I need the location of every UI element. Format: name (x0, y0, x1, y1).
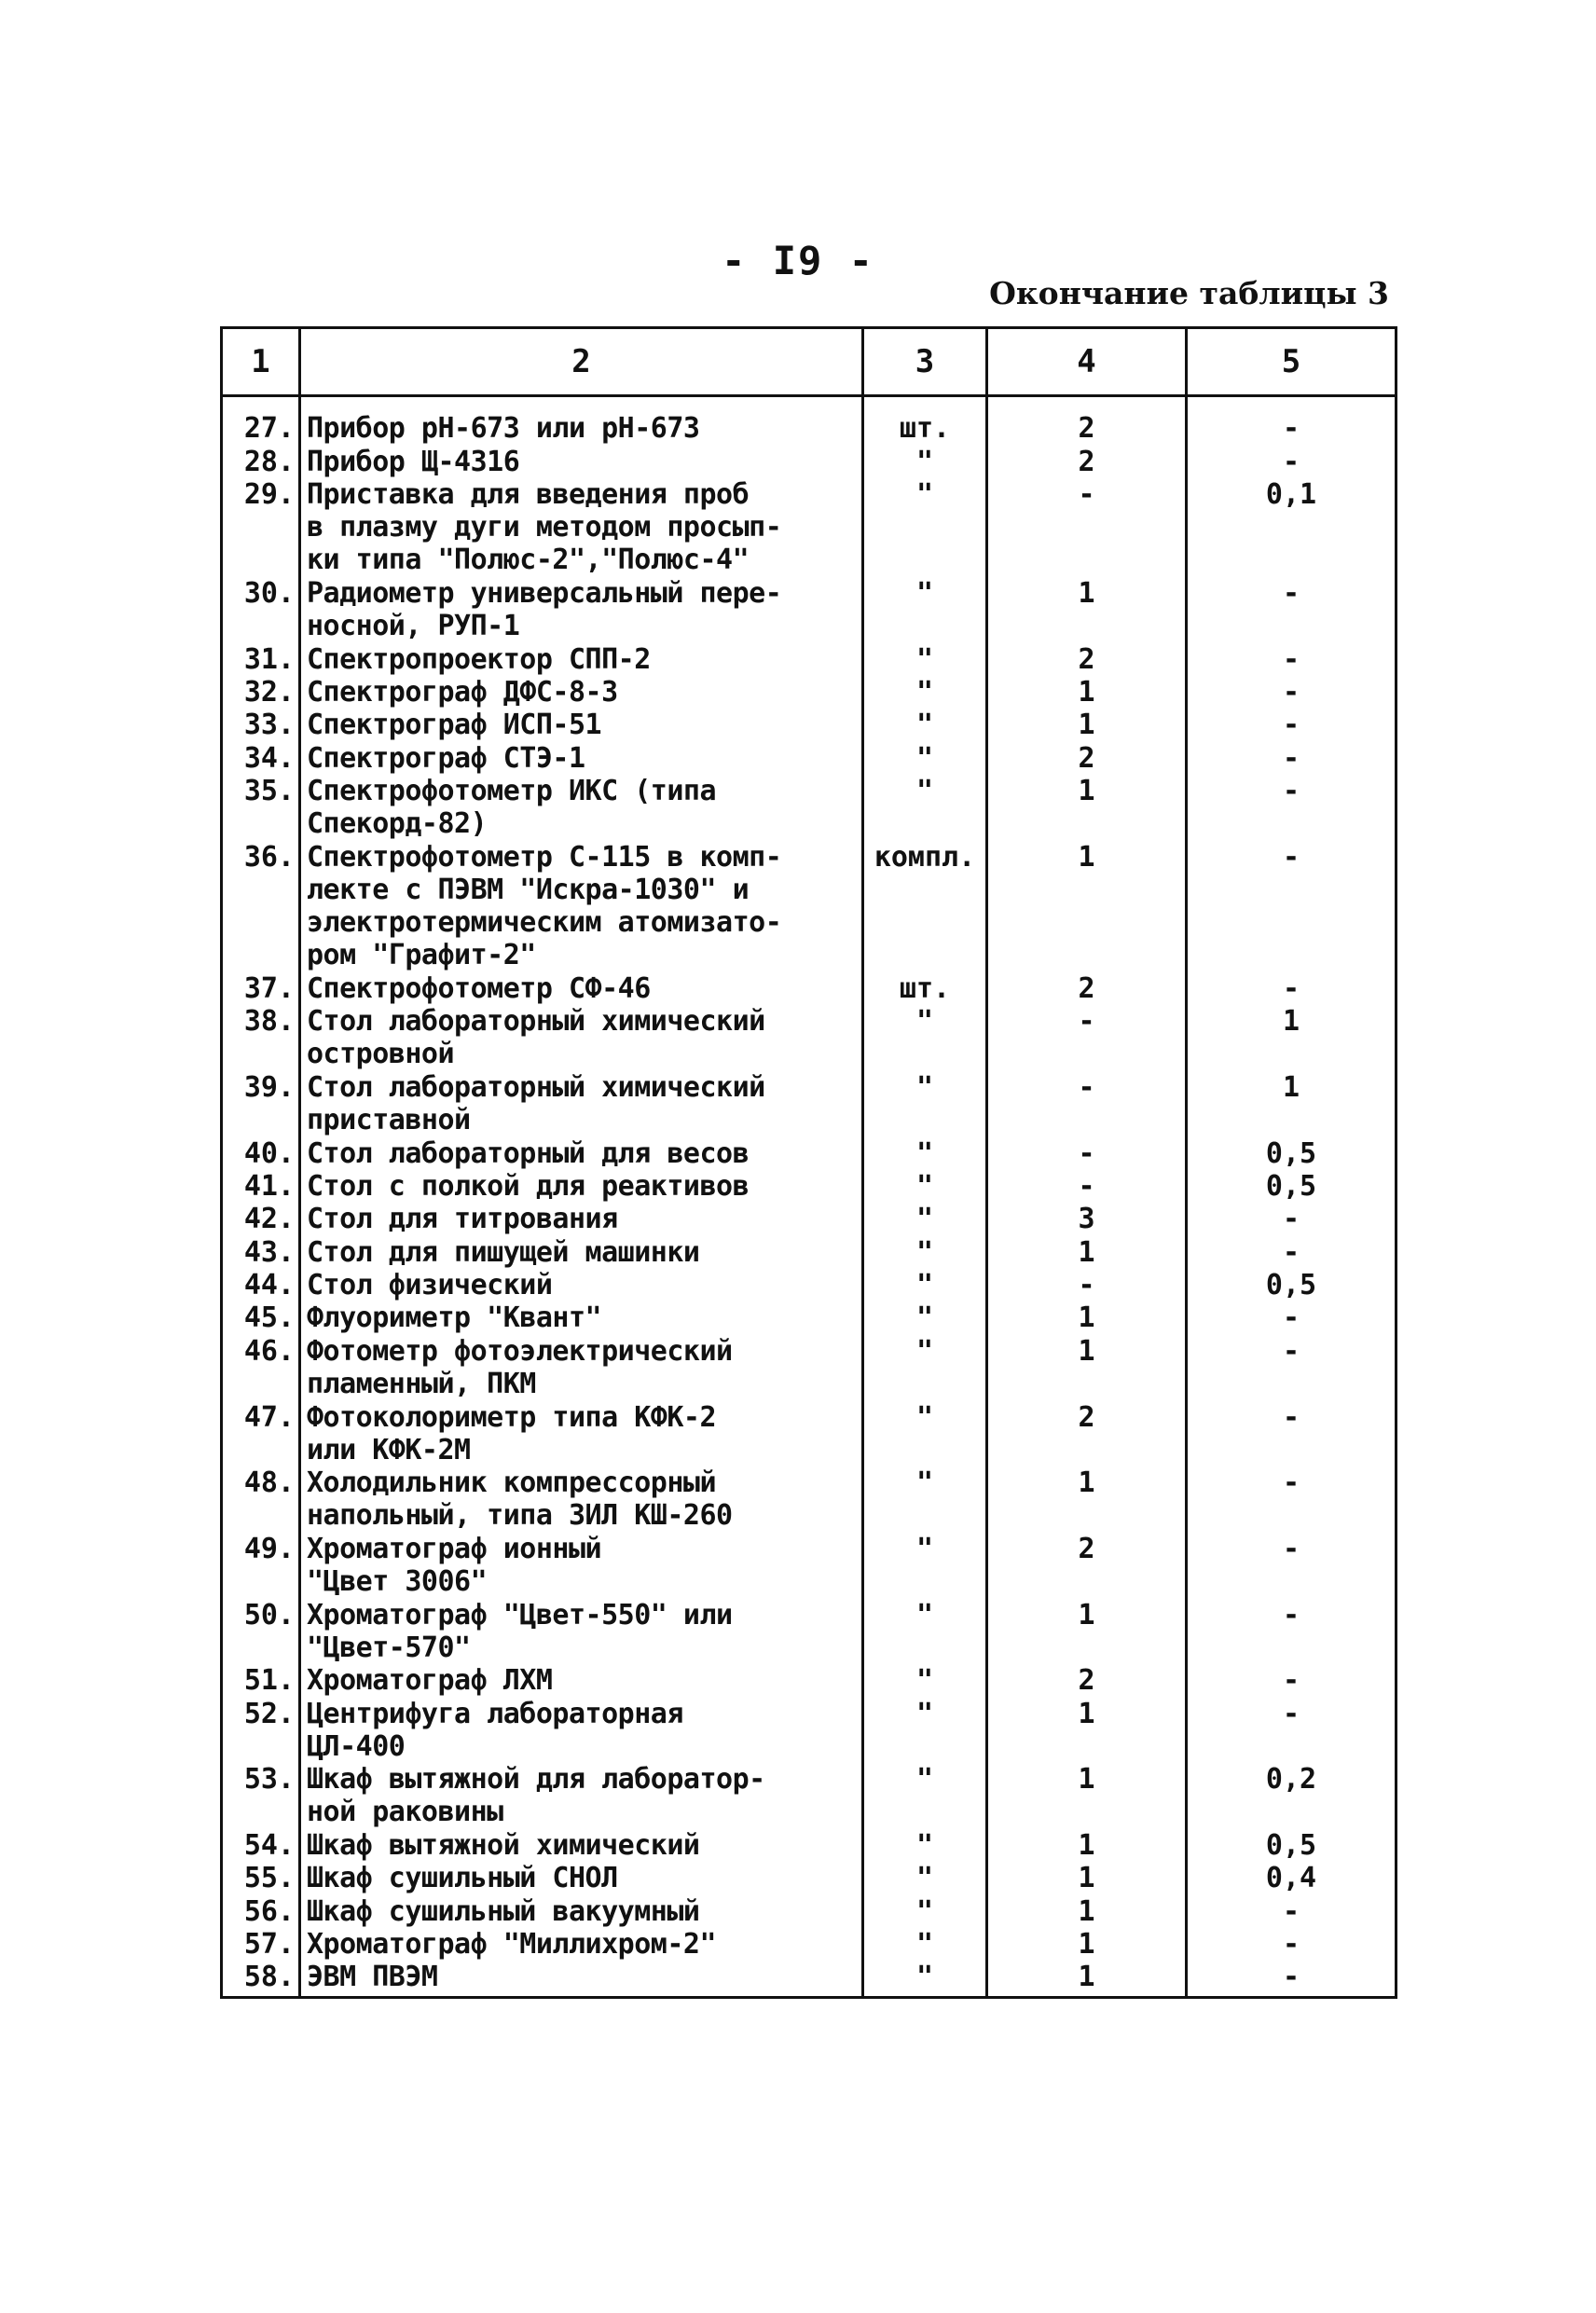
cell-unit: " (863, 1401, 987, 1467)
table-header-row (222, 328, 1396, 396)
cell-unit: " (863, 1335, 987, 1401)
cell-item-name: Спектрофотометр ИКС (типа Спекорд-82) (300, 775, 863, 841)
cell-row-number: 47. (222, 1401, 300, 1467)
cell-unit: " (863, 1236, 987, 1269)
cell-row-number: 44. (222, 1269, 300, 1301)
column-header-name: 2 (300, 328, 863, 396)
cell-row-number: 28. (222, 446, 300, 478)
cell-unit: " (863, 709, 987, 741)
cell-quantity: 2 (987, 1533, 1187, 1599)
table-row (222, 972, 1396, 1005)
cell-row-number: 39. (222, 1071, 300, 1137)
cell-row-number: 34. (222, 742, 300, 775)
cell-row-number: 27. (222, 396, 300, 446)
cell-item-name: Стол для пишущей машинки (300, 1236, 863, 1269)
table-row (222, 1203, 1396, 1235)
table-row (222, 1599, 1396, 1665)
cell-area-value: - (1187, 1928, 1396, 1961)
table-row (222, 478, 1396, 577)
cell-area-value: - (1187, 841, 1396, 972)
cell-row-number: 51. (222, 1664, 300, 1697)
page-number: - I9 - (722, 238, 874, 283)
cell-unit: " (863, 1005, 987, 1071)
cell-item-name: Шкаф вытяжной для лаборатор- ной раковины (300, 1763, 863, 1829)
cell-quantity: - (987, 1170, 1187, 1203)
cell-unit: шт. (863, 972, 987, 1005)
cell-row-number: 38. (222, 1005, 300, 1071)
equipment-table (220, 326, 1397, 1999)
cell-unit: " (863, 577, 987, 643)
cell-area-value: - (1187, 1466, 1396, 1533)
cell-area-value: 0,5 (1187, 1829, 1396, 1862)
cell-row-number: 57. (222, 1928, 300, 1961)
cell-row-number: 52. (222, 1698, 300, 1764)
table-row (222, 1928, 1396, 1961)
cell-area-value: - (1187, 1203, 1396, 1235)
cell-quantity: 1 (987, 841, 1187, 972)
cell-row-number: 37. (222, 972, 300, 1005)
cell-item-name: Хроматограф "Цвет-550" или "Цвет-570" (300, 1599, 863, 1665)
cell-quantity: 1 (987, 1335, 1187, 1401)
cell-item-name: Спектрофотометр С-115 в комп- лекте с ПЭВМ "Искра-1030" и электротермическим атомизато- ром "Графит-2" (300, 841, 863, 972)
cell-item-name: Спектрограф ДФС-8-3 (300, 676, 863, 709)
cell-unit: " (863, 1599, 987, 1665)
table-row (222, 841, 1396, 972)
cell-quantity: 2 (987, 446, 1187, 478)
cell-item-name: Флуориметр "Квант" (300, 1301, 863, 1334)
table-row (222, 1269, 1396, 1301)
cell-row-number: 35. (222, 775, 300, 841)
column-header-quantity: 4 (987, 328, 1187, 396)
cell-row-number: 41. (222, 1170, 300, 1203)
cell-row-number: 53. (222, 1763, 300, 1829)
cell-unit: " (863, 1829, 987, 1862)
cell-item-name: Спектрограф ИСП-51 (300, 709, 863, 741)
cell-quantity: 1 (987, 709, 1187, 741)
cell-row-number: 40. (222, 1137, 300, 1170)
cell-unit: " (863, 775, 987, 841)
cell-unit: " (863, 643, 987, 676)
cell-row-number: 32. (222, 676, 300, 709)
table-row (222, 1664, 1396, 1697)
table-row (222, 1862, 1396, 1894)
table-body (222, 396, 1396, 1998)
cell-unit: " (863, 478, 987, 577)
column-header-unit: 3 (863, 328, 987, 396)
cell-unit: " (863, 1961, 987, 1997)
cell-item-name: Радиометр универсальный пере- носной, РУП-1 (300, 577, 863, 643)
cell-area-value: - (1187, 1599, 1396, 1665)
cell-item-name: Спектрофотометр СФ-46 (300, 972, 863, 1005)
table-row (222, 1533, 1396, 1599)
cell-quantity: 1 (987, 577, 1187, 643)
cell-item-name: Хроматограф ЛХМ (300, 1664, 863, 1697)
cell-unit: " (863, 1071, 987, 1137)
cell-quantity: 1 (987, 1895, 1187, 1928)
cell-quantity: - (987, 1071, 1187, 1137)
cell-row-number: 49. (222, 1533, 300, 1599)
table-row (222, 1301, 1396, 1334)
table-row (222, 1466, 1396, 1533)
cell-area-value: - (1187, 676, 1396, 709)
cell-item-name: Стол для титрования (300, 1203, 863, 1235)
cell-item-name: Стол лабораторный для весов (300, 1137, 863, 1170)
table-row (222, 1071, 1396, 1137)
cell-unit: " (863, 1862, 987, 1894)
table-row (222, 1335, 1396, 1401)
cell-item-name: Шкаф вытяжной химический (300, 1829, 863, 1862)
cell-quantity: 3 (987, 1203, 1187, 1235)
table-row (222, 446, 1396, 478)
cell-row-number: 36. (222, 841, 300, 972)
table-row (222, 1236, 1396, 1269)
table-row (222, 1763, 1396, 1829)
cell-area-value: 1 (1187, 1005, 1396, 1071)
cell-item-name: Приставка для введения проб в плазму дуги методом просып- ки типа "Полюс-2","Полюс-4" (300, 478, 863, 577)
cell-row-number: 58. (222, 1961, 300, 1997)
cell-quantity: 1 (987, 775, 1187, 841)
cell-unit: " (863, 1170, 987, 1203)
cell-item-name: Спектрограф СТЭ-1 (300, 742, 863, 775)
cell-unit: " (863, 1533, 987, 1599)
cell-quantity: 1 (987, 1829, 1187, 1862)
column-header-number: 1 (222, 328, 300, 396)
cell-area-value: - (1187, 1401, 1396, 1467)
cell-area-value: 0,5 (1187, 1170, 1396, 1203)
cell-unit: " (863, 742, 987, 775)
cell-quantity: 2 (987, 972, 1187, 1005)
cell-quantity: 1 (987, 1763, 1187, 1829)
column-header-area: 5 (1187, 328, 1396, 396)
cell-area-value: - (1187, 1301, 1396, 1334)
table-row (222, 577, 1396, 643)
cell-row-number: 30. (222, 577, 300, 643)
table-row (222, 775, 1396, 841)
cell-unit: " (863, 1269, 987, 1301)
cell-quantity: 1 (987, 676, 1187, 709)
cell-quantity: 2 (987, 643, 1187, 676)
cell-area-value: - (1187, 1335, 1396, 1401)
table-row (222, 742, 1396, 775)
cell-quantity: 1 (987, 1301, 1187, 1334)
cell-unit: " (863, 1928, 987, 1961)
cell-area-value: 0,4 (1187, 1862, 1396, 1894)
cell-area-value: - (1187, 396, 1396, 446)
cell-area-value: - (1187, 1698, 1396, 1764)
table-row (222, 1829, 1396, 1862)
table-row (222, 396, 1396, 446)
cell-area-value: - (1187, 446, 1396, 478)
cell-row-number: 43. (222, 1236, 300, 1269)
cell-row-number: 45. (222, 1301, 300, 1334)
cell-area-value: - (1187, 1236, 1396, 1269)
cell-quantity: - (987, 1269, 1187, 1301)
cell-unit: " (863, 1466, 987, 1533)
table-row (222, 1005, 1396, 1071)
cell-row-number: 54. (222, 1829, 300, 1862)
cell-row-number: 50. (222, 1599, 300, 1665)
cell-row-number: 48. (222, 1466, 300, 1533)
cell-quantity: 1 (987, 1698, 1187, 1764)
cell-area-value: - (1187, 643, 1396, 676)
table-row (222, 1698, 1396, 1764)
cell-unit: " (863, 1137, 987, 1170)
cell-unit: " (863, 676, 987, 709)
table-row (222, 1401, 1396, 1467)
cell-item-name: Прибор рН-673 или рН-673 (300, 396, 863, 446)
cell-quantity: 1 (987, 1961, 1187, 1997)
cell-item-name: Холодильник компрессорный напольный, типа ЗИЛ КШ-260 (300, 1466, 863, 1533)
cell-row-number: 56. (222, 1895, 300, 1928)
cell-unit: " (863, 1301, 987, 1334)
cell-unit: шт. (863, 396, 987, 446)
cell-unit: " (863, 1203, 987, 1235)
cell-area-value: - (1187, 972, 1396, 1005)
cell-unit: " (863, 446, 987, 478)
cell-unit: " (863, 1664, 987, 1697)
cell-area-value: - (1187, 775, 1396, 841)
table-row (222, 676, 1396, 709)
cell-area-value: - (1187, 577, 1396, 643)
cell-quantity: 2 (987, 1664, 1187, 1697)
cell-unit: " (863, 1895, 987, 1928)
cell-row-number: 42. (222, 1203, 300, 1235)
table-row (222, 1895, 1396, 1928)
cell-row-number: 33. (222, 709, 300, 741)
cell-quantity: 2 (987, 742, 1187, 775)
cell-item-name: Фотоколориметр типа КФК-2 или КФК-2М (300, 1401, 863, 1467)
table-row (222, 1170, 1396, 1203)
cell-area-value: 0,5 (1187, 1269, 1396, 1301)
cell-area-value: - (1187, 1533, 1396, 1599)
cell-item-name: Стол с полкой для реактивов (300, 1170, 863, 1203)
cell-quantity: 1 (987, 1236, 1187, 1269)
cell-row-number: 29. (222, 478, 300, 577)
cell-item-name: Хроматограф "Миллихром-2" (300, 1928, 863, 1961)
table-row (222, 709, 1396, 741)
cell-quantity: - (987, 478, 1187, 577)
cell-item-name: Фотометр фотоэлектрический пламенный, ПКМ (300, 1335, 863, 1401)
cell-area-value: - (1187, 1961, 1396, 1997)
cell-quantity: 1 (987, 1928, 1187, 1961)
cell-item-name: Стол физический (300, 1269, 863, 1301)
cell-unit: компл. (863, 841, 987, 972)
cell-item-name: Стол лабораторный химический приставной (300, 1071, 863, 1137)
cell-item-name: Центрифуга лабораторная ЦЛ-400 (300, 1698, 863, 1764)
table-caption: Окончание таблицы 3 (989, 275, 1389, 311)
cell-area-value: - (1187, 1664, 1396, 1697)
cell-quantity: 1 (987, 1466, 1187, 1533)
cell-quantity: - (987, 1137, 1187, 1170)
cell-unit: " (863, 1763, 987, 1829)
cell-item-name: Шкаф сушильный вакуумный (300, 1895, 863, 1928)
cell-item-name: Спектропроектор СПП-2 (300, 643, 863, 676)
cell-area-value: - (1187, 742, 1396, 775)
cell-quantity: - (987, 1005, 1187, 1071)
cell-row-number: 31. (222, 643, 300, 676)
table-row (222, 1137, 1396, 1170)
cell-area-value: 0,1 (1187, 478, 1396, 577)
cell-item-name: Прибор Щ-4316 (300, 446, 863, 478)
cell-item-name: Стол лабораторный химический островной (300, 1005, 863, 1071)
cell-unit: " (863, 1698, 987, 1764)
cell-row-number: 55. (222, 1862, 300, 1894)
table-row (222, 643, 1396, 676)
cell-quantity: 2 (987, 1401, 1187, 1467)
cell-row-number: 46. (222, 1335, 300, 1401)
table-row (222, 1961, 1396, 1997)
cell-area-value: - (1187, 1895, 1396, 1928)
cell-item-name: Шкаф сушильный СНОЛ (300, 1862, 863, 1894)
cell-item-name: Хроматограф ионный "Цвет 3006" (300, 1533, 863, 1599)
cell-quantity: 1 (987, 1862, 1187, 1894)
cell-quantity: 2 (987, 396, 1187, 446)
cell-quantity: 1 (987, 1599, 1187, 1665)
cell-area-value: 0,5 (1187, 1137, 1396, 1170)
cell-item-name: ЭВМ ПВЭМ (300, 1961, 863, 1997)
cell-area-value: - (1187, 709, 1396, 741)
cell-area-value: 1 (1187, 1071, 1396, 1137)
cell-area-value: 0,2 (1187, 1763, 1396, 1829)
